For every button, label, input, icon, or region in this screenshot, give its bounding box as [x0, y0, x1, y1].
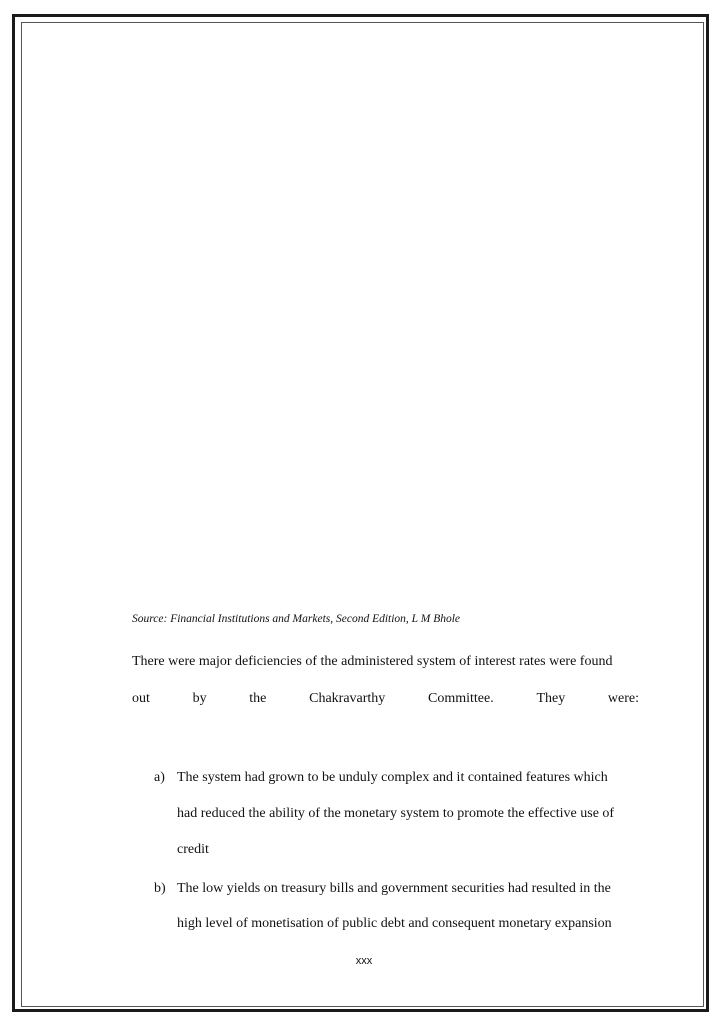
list-item-line: credit [177, 842, 209, 857]
paragraph-word: Chakravarthy [309, 691, 386, 706]
page-number: xxx [355, 955, 373, 967]
paragraph-word: were: [607, 691, 639, 706]
paragraph-word: Committee. [428, 691, 494, 706]
list-item-line: high level of monetisation of public debt and consequent monetary expansion [177, 916, 612, 931]
list-marker: a) [154, 770, 165, 785]
list-item-line: The system had grown to be unduly complex and it contained features which [177, 770, 608, 785]
paragraph-line-1: There were major deficiencies of the administered system of interest rates were found [132, 654, 613, 669]
page-border-inner [21, 22, 704, 1007]
paragraph-word: out [132, 691, 150, 706]
source-citation: Source: Financial Institutions and Markets, Second Edition, L M Bhole [132, 613, 461, 625]
paragraph-word: by [192, 691, 207, 706]
paragraph-word: They [536, 691, 566, 706]
list-marker: b) [154, 881, 166, 896]
paragraph-word: the [249, 691, 267, 706]
list-item-line: had reduced the ability of the monetary system to promote the effective use of [177, 806, 615, 821]
paragraph-line-2 [132, 691, 639, 707]
list-item-line: The low yields on treasury bills and government securities had resulted in the [177, 881, 611, 896]
